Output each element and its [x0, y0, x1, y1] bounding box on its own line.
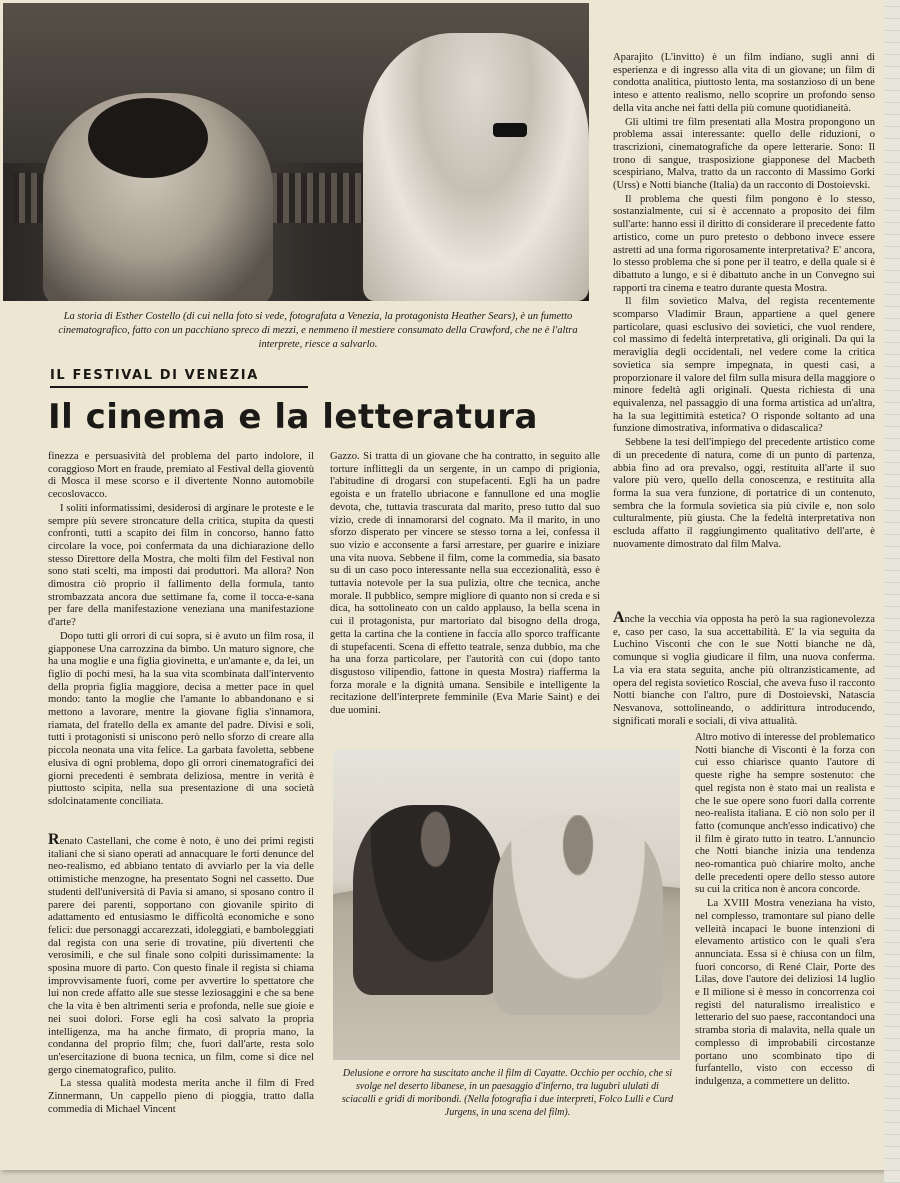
column-3-bottom [695, 732, 875, 1132]
venezia-photo [3, 3, 589, 301]
paragraph: Il problema che questi film pongono è lo stesso, sostanzialmente, cui si è accennato a proposito dei film sull'arte: hanno essi il diritto di considerare il precedente fatto artistico, come un puro pretesto o debbono invece essere astretti ad una forma rigorosamente interpretativa? E' ancora, lo stesso problema che si pone per il teatro, e della quale si è dibattuto a lungo, e si è dibattuto anche in un Convegno sui rapporti tra cinema e teatro durante questa Mostra. [613, 193, 875, 294]
paragraph: Il film sovietico Malva, del regista recentemente scomparso Vladimir Braun, appartiene a quel genere particolare, quasi esclusivo dei sovietici, che vuol rendere, col massimo di fedeltà interpretativa, gli originali. Da qui la meraviglia degli occidentali, nel vedere come la critica sovietica sia sempre impegnata, in questi casi, a proporzionare il valore del film sulla misura della maggiore o minore fedeltà agli originali. Questa richiesta di una equivalenza, nel passaggio di una forma artistica ad un'altra, ha la sua legittimità estetica? O risponde soltanto ad una funzione dimostrativa, informativa o didascalica? [613, 296, 875, 435]
bottom-photo-caption: Delusione e orrore ha suscitato anche il film di Cayatte. Occhio per occhio, che si svolge nel deserto libanese, in un paesaggio d'inferno, tra lugubri ululati di sciacalli e gridi di moribondi. (Nella fotografia i due interpreti, Folco Lulli e Curd Jurgens, in una scena del film). [341, 1068, 674, 1118]
article-headline: Il cinema e la letteratura [48, 397, 538, 437]
paragraph: Dopo tutti gli orrori di cui sopra, si è avuto un film rosa, il giapponese Una carrozzina da bimbo. Un maturo signore, che ha una moglie e una figlia giovinetta, e un'amante e, da lei, un figlio di pochi mesi, ha la sua vita scombinata dall'intervento della propria figlia maggiore, decisa a metter pace in quel mondo: tanto la moglie che l'amante lo abbandonano e si mettono a lavorare, mentre la giovane figlia s'innamora, riamata, del fratello della ex amante del padre. Divisi e soli, tutti i protagonisti si uniscono però nello sforzo di creare alla piccola neonata una vita felice. La garbata favoletta, sebbene elusiva di ogni problema, dopo gli orrori cinematografici dei giorni precedenti è sembrata deliziosa, mentre in verità è piuttosto scipita, nella sua presentazione di una società sdolcinatamente conciliata. [48, 630, 314, 807]
section-kicker: IL FESTIVAL DI VENEZIA [50, 368, 308, 388]
background-grid-paper [884, 0, 900, 1183]
paragraph: Aparajito (L'invitto) è un film indiano, sugli anni di esperienza e di ingresso alla vita di un giovane; un film di condotta analitica, piuttosto lenta, ma sostanzioso di un bene inteso e attento realismo, nello scoprire un profondo senso della vita anche nei fatti della più comune quotidianeità. [613, 52, 875, 114]
paragraph: Renato Castellani, che come è noto, è uno dei primi registi italiani che si siano operati ad annacquare le forti denunce del neo-realismo, ed abbiano tentato di avviarlo per la via delle ottimistiche menzogne, ha presentato Sogni nel cassetto. Due studenti dell'università di Pavia si amano, si sposano contro il parere dei parenti, sopportano con giovanile spirito di adattamento ed entusiasmo le difficoltà economiche e sono felici: due personaggi accarezzati, idoleggiati, e bamboleggiati dal regista con una serie di trovatine, più divertenti che verosimili, e che sul finale sono colpiti durissimamente: la sposina muore di parto. Con questo finale il regista si chiama improvvisamente fuori, come per avvertire lo spettatore che lui non crede affatto alle sue stesse leziosaggini e che sa bene che la vita è ben altrimenti seria e profonda, nelle sue gioie e nei suoi dolori. Forse egli ha così salvato la propria intelligenza, ma ha anche firmato, di propria mano, la condanna del proprio film; che, fuori dall'arte, resta solo un'esercitazione di buona tecnica, un film, come si dice nel gergo cinematografico, pulito. [48, 831, 314, 1076]
paragraph: Anche la vecchia via opposta ha però la sua ragionevolezza e, caso per caso, la sua accettabilità. E' la via seguita da Luchino Visconti che con le sue Notti bianche ne dà, comunque si voglia giudicare il film, una nuova conferma. La via era stata seguita, anche più oltranzisticamente, ad opera del regista sovietico Roscial, che aveva fuso il racconto Notti bianche con l'altro, pure di Dostoievski, Natascia Nesvanova, sottolineando, o addirittura introducendo, significati morali e sociali, di viva attualità. [613, 609, 875, 727]
paragraph: Gli ultimi tre film presentati alla Mostra propongono un problema assai interessante: quello delle riduzioni, o trascrizioni, cinematografiche da opere letterarie. Sono: Il trono di sangue, trasposizione giapponese del Macbeth scespiriano, Malva, tratto da un racconto di Massimo Gorki (Urss) e Notti bianche (Italia) da un racconto di Dostoievski. [613, 116, 875, 192]
paragraph: Altro motivo di interesse del problematico Notti bianche di Visconti è la forza con cui esso chiarisce quanto l'autore di queste righe ha sempre sostenuto: che quel regista non è stato mai un realista e che le sue opere sono fuori dalla corrente neo-realista italiana. E ciò non solo per il fatto (comunque anch'esso indicativo) che il film è girato tutto in teatro. L'annuncio che Notti bianche inizia una tendenza neo-romantica può chiarire molto, anche delle precedenti opere dello stesso autore su cui la critica non è ancora concorde. [695, 732, 875, 896]
paragraph: Sebbene la tesi dell'impiego del precedente artistico come di un precedente di natura, come di un punto di partenza, abbia fino ad ora prevalso, oggi, restituita all'arte il suo valore più vero, quello della conoscenza, e restituita alla forma la sua vera funzione, di portatrice di un contenuto, sembra che la formula sovietica sia più civile e, non solo culturalmente, più giusta. Che la fedeltà interpretativa non escluda affatto il raggiungimento qualitativo dell'arte, è nuovamente dimostrato dal film Malva. [613, 437, 875, 550]
paragraph: I soliti informatissimi, desiderosi di arginare le proteste e le sempre più severe stroncature della critica, stupita da questi confronti, tutti a scapito dei film in concorso, hanno fatto circolare la voce, poi confermata da una dichiarazione dello stesso Direttore della Mostra, che molti film del Festival non sono stati scelti, ma imposti dai produttori. Ma allora? Non dimostra ciò proprio il fallimento della formula, tanto strombazzata ancora due settimane fa, come il tocca-e-sana per fare della manifestazione veneziana una manifestazione d'arte? [48, 502, 314, 629]
column-1-bottom [48, 831, 314, 1124]
paragraph: La XVIII Mostra veneziana ha visto, nel complesso, tramontare sul piano delle velleità incapaci le buone intenzioni di elevamento artistico con le quali s'era annunciata. Essa si è chiusa con un film, fuori concorso, di René Clair, Porte des Lilas, dove l'autore dei deliziosi 14 luglio e Il milione si è messo in concorrenza coi registi del naturalismo irrealistico e letterario del suo paese, raccontandoci una stramba storia di malavita, nella quale un complesso di improbabili circostanze portano uno scombinato tipo di furfantello, visto con eccesso di indulgenza, a commettere un delitto. [695, 898, 876, 1087]
column-2 [330, 451, 600, 746]
paragraph: Gazzo. Si tratta di un giovane che ha contratto, in seguito alle torture inflittegli da un sergente, in un campo di prigionia, l'abitudine di drogarsi con stupefacenti. Egli ha un padre egoista e un fratello ubriacone e fannullone ed una moglie devota, che, tuttavia trascurata dal marito, preso tutto dal suo vizio, crede di innamorarsi del cognato. Ma il marito, in uno sforzo disperato per vincere se stesso torna a lei, confessa il suo vizio e acconsente a farsi arrestare, per guarire e iniziare una vita nuova. Sebbene il film, come la commedia, sia basato su di un caso poco interessante nella sua eccezionalità, esso è tuttavia notevole per la sua pulizia, oltre che tecnica, anche morale. Il pubblico, sempre migliore di quanto non si creda e si dica, ha sottolineato con un caldo applauso, la bella scena in cui il protagonista, pur martoriato dal bisogno della droga, getta la cartina che la contiene in faccia allo sporco trafficante di stupefacenti. Scena di effetto teatrale, senza dubbio, ma che ha una forza particolare, per l'autorità con cui (dopo tanto disgustoso vilipendio, fattone in questa Mostra) riafferma la forza morale e la dignità umana. Sensibile e intelligente la recitazione dell'interprete femminile (Eva Marie Saint) e dei due uomini. [330, 451, 600, 717]
column-1-top [48, 451, 314, 821]
desert-photo [333, 750, 680, 1060]
top-photo-caption: La storia di Esther Costello (di cui nella foto si vede, fotografata a Venezia, la protagonista Heather Sears), è un fumetto cinematografico, fatto con un pacchiano spreco di mezzi, e nemmeno il mestiere consumato della Crawford, che ne è l'altra interprete, riesce a salvarlo. [58, 311, 578, 350]
paragraph: La stessa qualità modesta merita anche il film di Fred Zinnermann, Un cappello pieno di pioggia, tratto dalla commedia di Michael Vincent [48, 1078, 314, 1115]
column-3-middle [613, 609, 875, 730]
column-3-top [613, 52, 875, 607]
paragraph: finezza e persuasività del problema del parto indolore, il coraggioso Mort en fraude, premiato al Festival della gioventù di Mosca il mese scorso e il divertente Nonno automobile cecoslovacco. [48, 451, 314, 501]
